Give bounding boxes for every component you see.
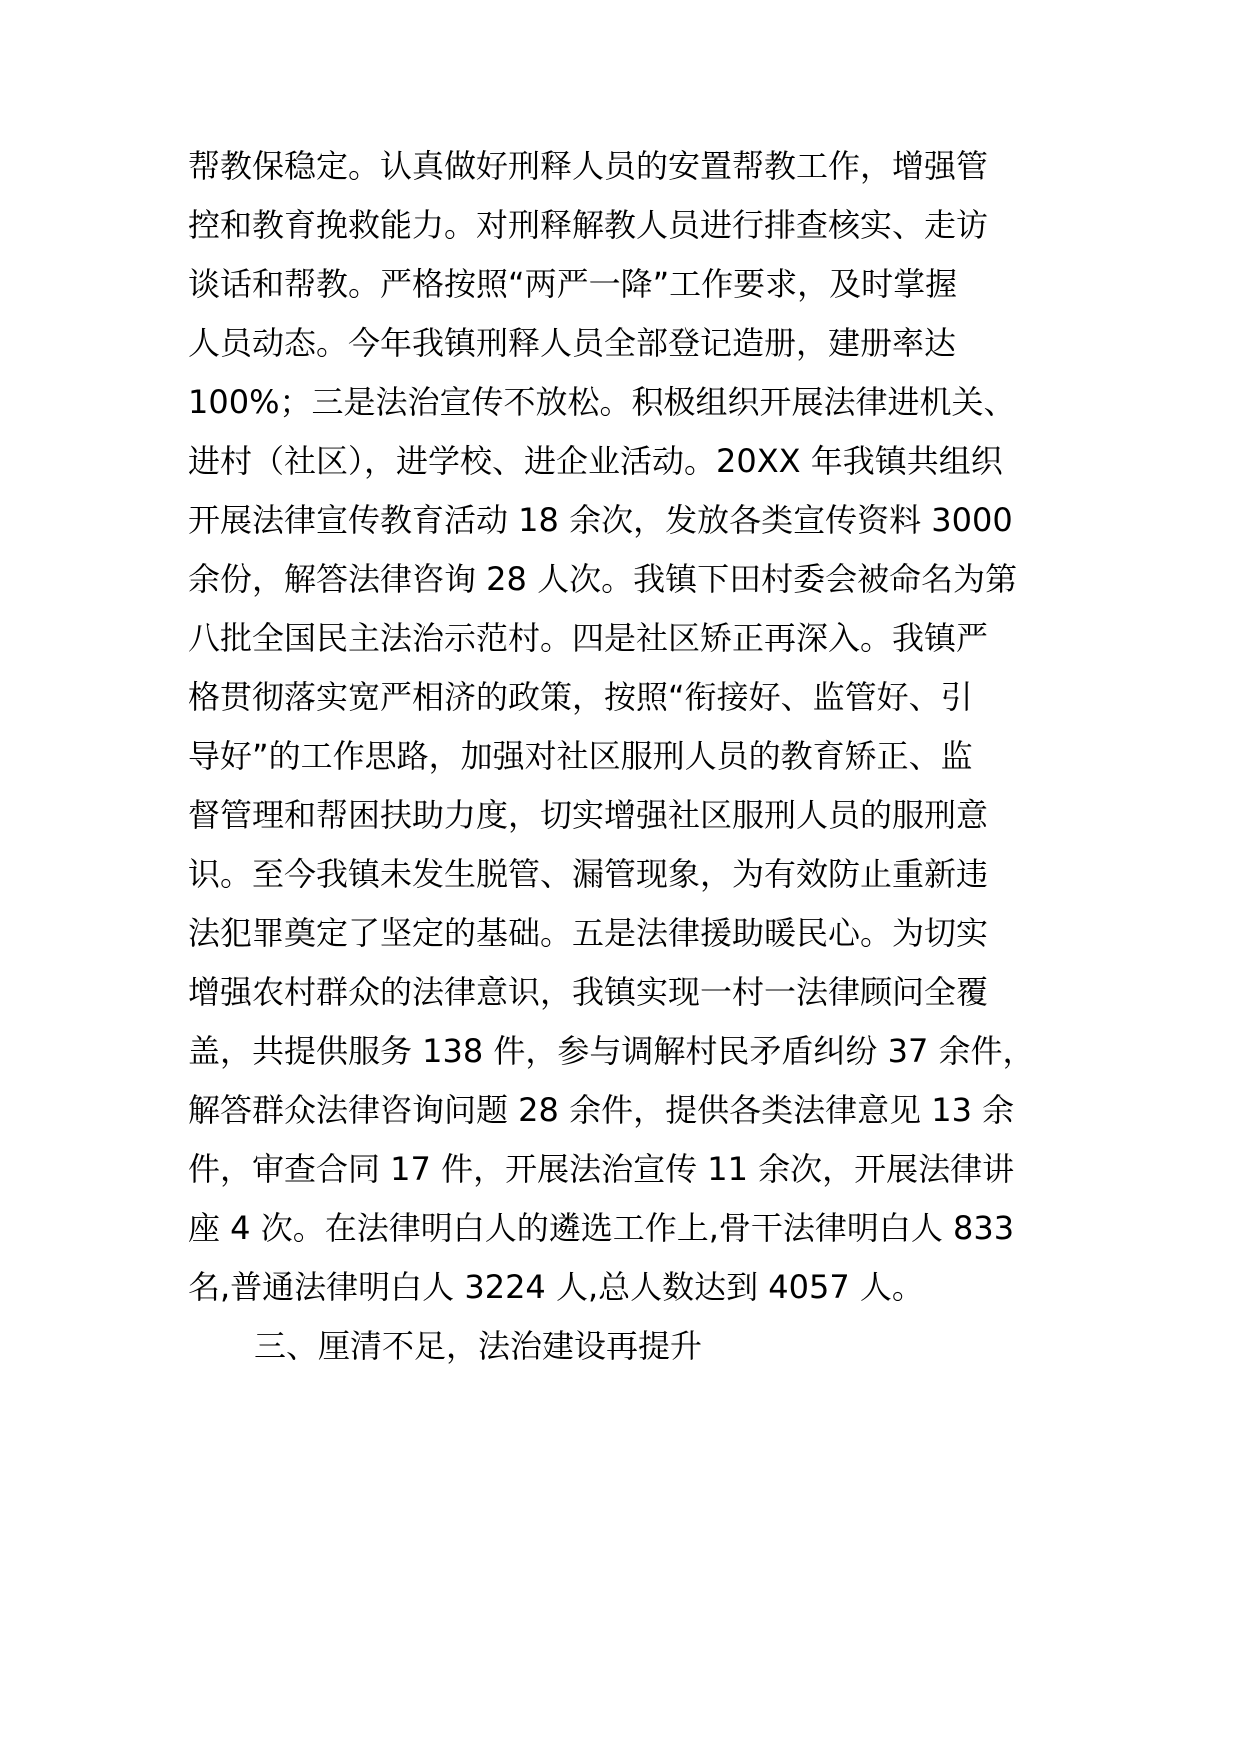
body-line-1: 帮教保稳定。认真做好刑释人员的安置帮教工作，增强管 — [188, 147, 989, 185]
body-line-2: 控和教育挽救能力。对刑释解教人员进行排查核实、走访 — [188, 206, 989, 244]
body-line-5: 100%；三是法治宣传不放松。积极组织开展法律进机关、 — [188, 383, 1016, 421]
body-line-13: 识。至今我镇未发生脱管、漏管现象，为有效防止重新违 — [188, 855, 989, 893]
body-line-8: 余份，解答法律咨询 28 人次。我镇下田村委会被命名为第 — [188, 560, 1018, 598]
section-heading: 三、厘清不足，法治建设再提升 — [254, 1327, 703, 1365]
body-line-15: 增强农村群众的法律意识，我镇实现一村一法律顾问全覆 — [188, 973, 989, 1011]
body-line-7: 开展法律宣传教育活动 18 余次，发放各类宣传资料 3000 — [188, 501, 1013, 539]
body-line-14: 法犯罪奠定了坚定的基础。五是法律援助暖民心。为切实 — [188, 914, 989, 952]
body-line-18: 件，审查合同 17 件，开展法治宣传 11 余次，开展法律讲 — [188, 1150, 1015, 1188]
body-line-20: 名,普通法律明白人 3224 人,总人数达到 4057 人。 — [188, 1268, 924, 1306]
body-line-3: 谈话和帮教。严格按照“两严一降”工作要求，及时掌握 — [188, 265, 958, 303]
body-line-19: 座 4 次。在法律明白人的遴选工作上,骨干法律明白人 833 — [188, 1209, 1015, 1247]
body-line-6: 进村（社区），进学校、进企业活动。20XX 年我镇共组织 — [188, 442, 1003, 480]
body-line-16: 盖，共提供服务 138 件，参与调解村民矛盾纠纷 37 余件， — [188, 1032, 1035, 1070]
body-line-17: 解答群众法律咨询问题 28 余件，提供各类法律意见 13 余 — [188, 1091, 1015, 1129]
body-line-10: 格贯彻落实宽严相济的政策，按照“衔接好、监管好、引 — [188, 678, 973, 716]
body-line-11: 导好”的工作思路，加强对社区服刑人员的教育矫正、监 — [188, 737, 973, 775]
body-line-4: 人员动态。今年我镇刑释人员全部登记造册，建册率达 — [188, 324, 957, 362]
body-line-12: 督管理和帮困扶助力度，切实增强社区服刑人员的服刑意 — [188, 796, 989, 834]
body-line-9: 八批全国民主法治示范村。四是社区矫正再深入。我镇严 — [188, 619, 989, 657]
